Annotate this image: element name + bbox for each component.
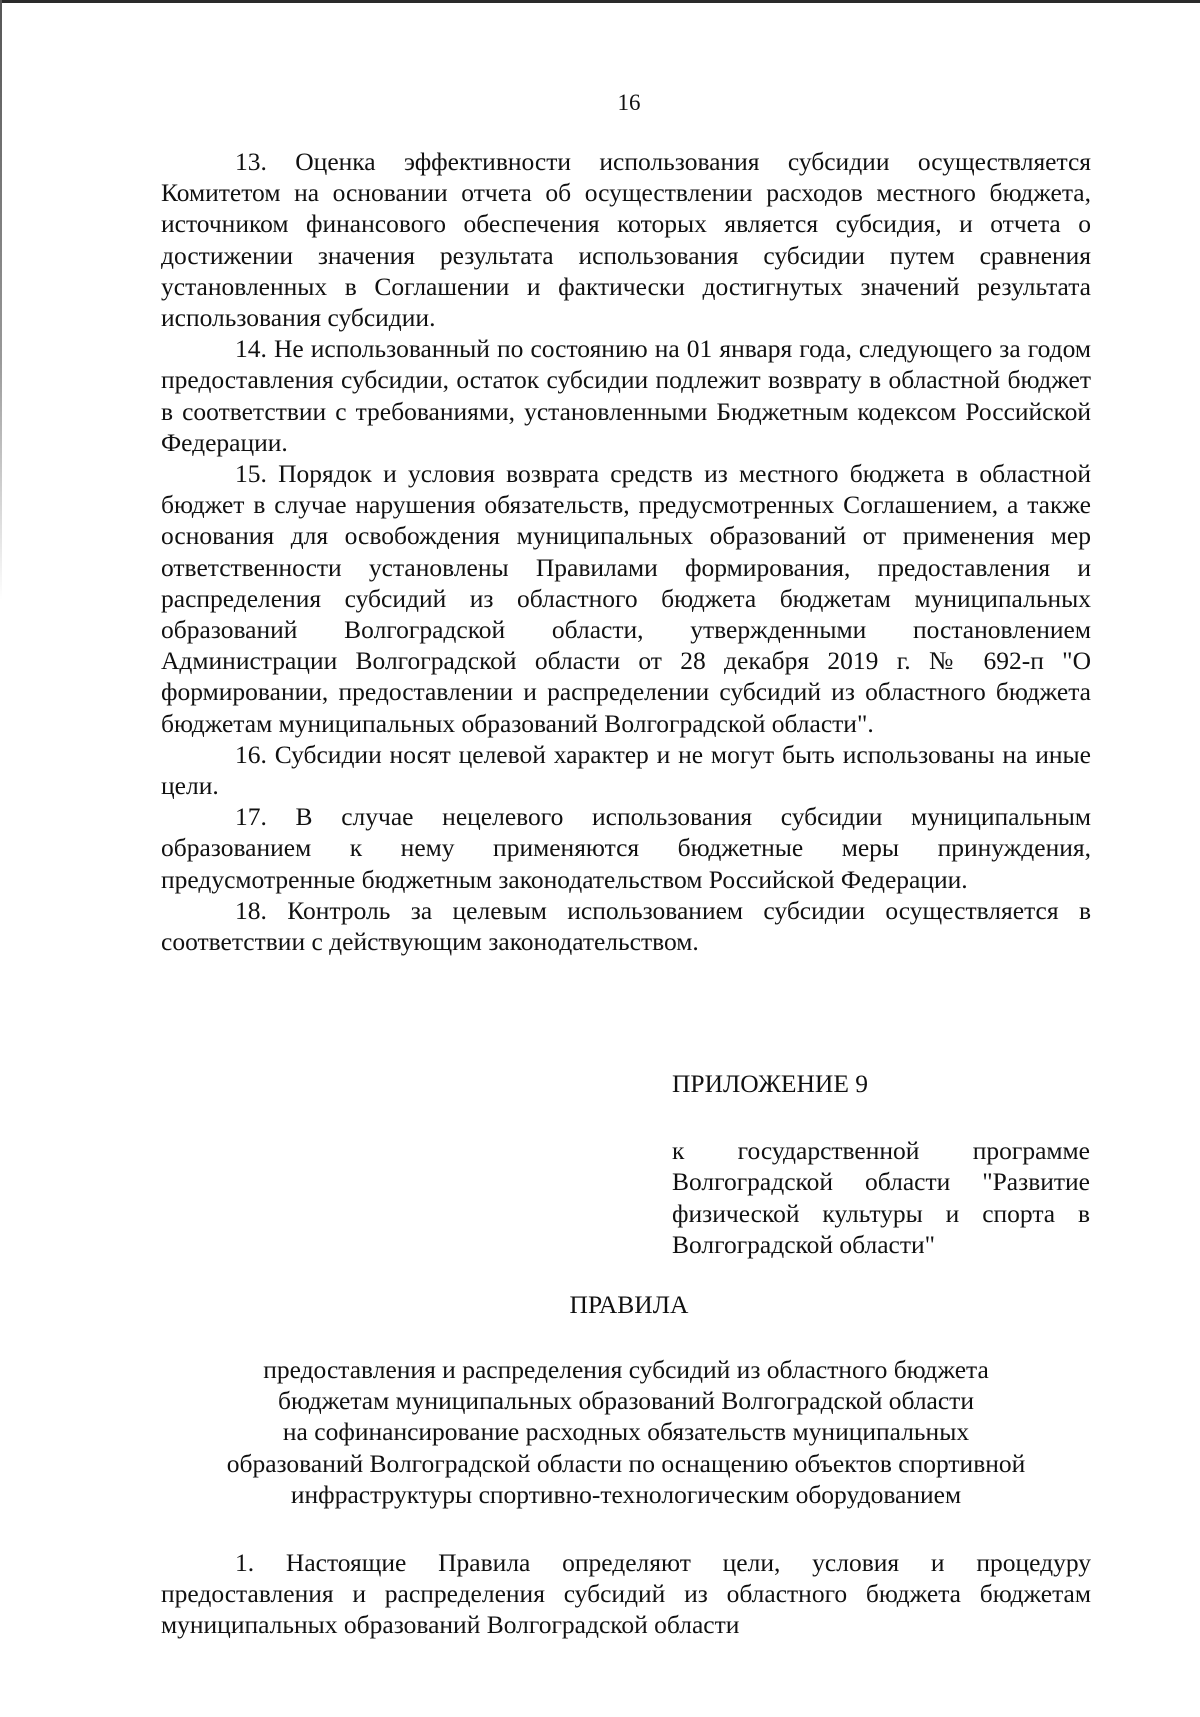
paragraph-16: 16. Субсидии носят целевой характер и не могут быть использованы на иные цели. bbox=[161, 739, 1091, 801]
appendix-block bbox=[672, 1068, 1090, 1260]
paragraph-17: 17. В случае нецелевого использования субсидии муниципальным образованием к нему применяются бюджетные меры принуждения, предусмотренные бюджетным законодательством Российской Федерации. bbox=[161, 802, 1091, 894]
rules-subtitle-line: бюджетам муниципальных образований Волгоградской области bbox=[278, 1386, 974, 1416]
rules-subtitle-line: образований Волгоградской области по оснащению объектов спортивной bbox=[226, 1448, 1026, 1478]
rules-subtitle-line: предоставления и распределения субсидий из областного бюджета bbox=[263, 1355, 989, 1384]
page-number: 16 bbox=[617, 90, 641, 115]
appendix-title: ПРИЛОЖЕНИЕ 9 bbox=[672, 1069, 869, 1098]
paragraph-14: 14. Не использованный по состоянию на 01 января года, следующего за годом предоставления субсидии, остаток субсидии подлежит возврату в областной бюджет в соответствии с требованиями, установленными Бюджетным кодексом Российской Федерации. bbox=[161, 334, 1091, 457]
rules-body bbox=[161, 1547, 1091, 1641]
rules-subtitle-line: на софинансирование расходных обязательств муниципальных bbox=[282, 1417, 970, 1447]
paragraph-13: 13. Оценка эффективности использования субсидии осуществляется Комитетом на основании отчета об осуществлении расходов местного бюджета, источником финансового обеспечения которых является субсидия, и отчета о достижении значения результата использования субсидии путем сравнения установленных в Соглашении и фактически достигнутых значений результата использования субсидии. bbox=[161, 147, 1091, 333]
rules-title: ПРАВИЛА bbox=[569, 1290, 689, 1319]
paragraph-18: 18. Контроль за целевым использованием субсидии осуществляется в соответствии с действующим законодательством. bbox=[161, 895, 1091, 957]
appendix-text: к государственной программе Волгоградской области "Развитие физической культуры и спорта в Волгоградской области" bbox=[672, 1136, 1090, 1259]
rules-paragraph-1: 1. Настоящие Правила определяют цели, условия и процедуру предоставления и распределения субсидий из областного бюджета бюджетам муниципальных образований Волгоградской области bbox=[161, 1548, 1091, 1640]
paragraph-15: 15. Порядок и условия возврата средств из местного бюджета в областной бюджет в случае нарушения обязательств, предусмотренных Соглашением, а также основания для освобождения муниципальных образований от применения мер ответственности установлены Правилами формирования, предоставления и распределения субсидий из областного бюджета бюджетам муниципальных образований Волгоградской области, утвержденными постановлением Администрации Волгоградской области от 28 декабря 2019 г. № 692-п "О формировании, предоставлении и распределении субсидий из областного бюджета бюджетам муниципальных образований Волгоградской области". bbox=[161, 459, 1091, 738]
rules-subtitle-line: инфраструктуры спортивно-технологическим оборудованием bbox=[290, 1479, 962, 1509]
document-body bbox=[161, 146, 1091, 957]
rules-subtitle bbox=[160, 1354, 1092, 1510]
scan-edge-top bbox=[0, 0, 1200, 3]
